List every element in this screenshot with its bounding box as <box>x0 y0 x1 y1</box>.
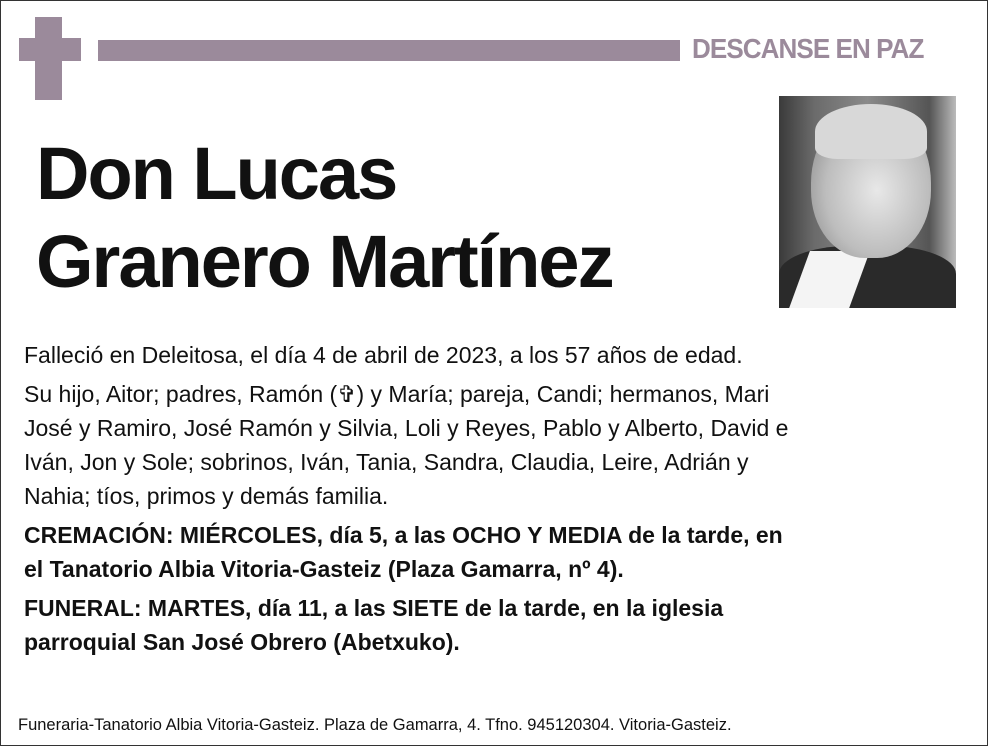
name-line-1: Don Lucas <box>36 132 397 215</box>
funeral-line: parroquial San José Obrero (Abetxuko). <box>24 629 460 655</box>
name-line-2: Granero Martínez <box>36 220 613 303</box>
funeral-home-footer: Funeraria-Tanatorio Albia Vitoria-Gasteiz. Plaza de Gamarra, 4. Tfno. 945120304. Vitoria-Gasteiz. <box>18 716 732 734</box>
family-line: Iván, Jon y Sole; sobrinos, Iván, Tania, Sandra, Claudia, Leire, Adrián y <box>24 449 749 475</box>
tagline: DESCANSE EN PAZ <box>692 33 924 64</box>
funeral-line: FUNERAL: MARTES, día 11, a las SIETE de la tarde, en la iglesia <box>24 595 724 621</box>
family-line: Su hijo, Aitor; padres, Ramón (✞) y María; pareja, Candi; hermanos, Mari <box>24 381 770 407</box>
family-line: Nahia; tíos, primos y demás familia. <box>24 483 389 509</box>
notice-body <box>24 338 974 664</box>
family-list <box>24 377 974 513</box>
funeral-info <box>24 591 974 659</box>
family-line: José y Ramiro, José Ramón y Silvia, Loli y Reyes, Pablo y Alberto, David e <box>24 415 789 441</box>
death-notice: Falleció en Deleitosa, el día 4 de abril de 2023, a los 57 años de edad. <box>24 342 743 368</box>
cremation-line: CREMACIÓN: MIÉRCOLES, día 5, a las OCHO Y MEDIA de la tarde, en <box>24 522 783 548</box>
deceased-photo <box>779 96 956 308</box>
cross-horizontal <box>19 38 81 61</box>
cremation-line: el Tanatorio Albia Vitoria-Gasteiz (Plaza Gamarra, nº 4). <box>24 556 624 582</box>
header-bar <box>98 40 680 61</box>
cremation-info <box>24 518 974 586</box>
